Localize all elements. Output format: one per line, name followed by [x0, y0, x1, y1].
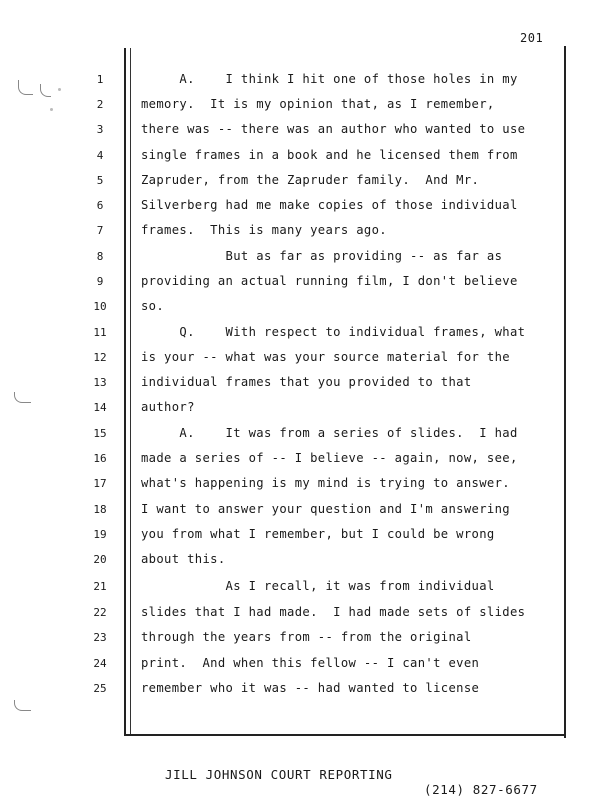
transcript-line: [0, 171, 600, 191]
page-footer: [0, 752, 612, 812]
line-number: 4: [96, 149, 104, 162]
line-text: But as far as providing -- as far as: [141, 249, 503, 263]
line-number: 21: [93, 580, 107, 593]
transcript-line: [0, 95, 600, 115]
line-number: 17: [93, 477, 107, 490]
transcript-line: [0, 70, 600, 90]
transcript-line: [0, 500, 600, 520]
line-text: print. And when this fellow -- I can't even: [141, 656, 480, 670]
bottom-margin-rule: [124, 734, 566, 736]
line-text: As I recall, it was from individual: [141, 579, 495, 593]
line-text: about this.: [141, 552, 226, 566]
line-text: through the years from -- from the original: [141, 630, 472, 644]
line-text: individual frames that you provided to that: [141, 375, 472, 389]
line-number: 23: [93, 631, 107, 644]
transcript-line: [0, 272, 600, 292]
line-number: 7: [96, 224, 104, 237]
line-number: 18: [93, 503, 107, 516]
court-reporter-name: JILL JOHNSON COURT REPORTING: [165, 767, 393, 782]
line-text: slides that I had made. I had made sets of slides: [141, 605, 526, 619]
transcript-line: [0, 654, 600, 674]
transcript-line: [0, 323, 600, 343]
line-number: 19: [93, 528, 107, 541]
transcript-line: [0, 247, 600, 267]
transcript-line: [0, 449, 600, 469]
line-text: memory. It is my opinion that, as I remember,: [141, 97, 495, 111]
line-number: 14: [93, 401, 107, 414]
line-number: 8: [96, 250, 104, 263]
line-text: you from what I remember, but I could be wrong: [141, 527, 495, 541]
line-number: 9: [96, 275, 104, 288]
line-number: 12: [93, 351, 107, 364]
punch-hole-mark: [14, 700, 31, 711]
line-number: 11: [93, 326, 107, 339]
page-number: 201: [520, 31, 544, 45]
line-number: 6: [96, 199, 104, 212]
transcript-line: [0, 348, 600, 368]
transcript-line: [0, 679, 600, 699]
line-text: I want to answer your question and I'm answering: [141, 502, 510, 516]
line-text: single frames in a book and he licensed them from: [141, 148, 518, 162]
transcript-line: [0, 525, 600, 545]
line-number: 24: [93, 657, 107, 670]
line-number: 1: [96, 73, 104, 86]
line-text: so.: [141, 299, 165, 313]
transcript-line: [0, 550, 600, 570]
line-number: 13: [93, 376, 107, 389]
court-reporter-phone: (214) 827-6677: [424, 782, 538, 797]
line-text: made a series of -- I believe -- again, now, see,: [141, 451, 518, 465]
line-text: remember who it was -- had wanted to license: [141, 681, 480, 695]
transcript-line: [0, 297, 600, 317]
line-number: 3: [96, 123, 104, 136]
line-text: A. It was from a series of slides. I had: [141, 426, 518, 440]
line-number: 22: [93, 606, 107, 619]
transcript-line: [0, 424, 600, 444]
line-number: 20: [93, 553, 107, 566]
transcript-line: [0, 373, 600, 393]
line-text: Zapruder, from the Zapruder family. And Mr.: [141, 173, 480, 187]
transcript-line: [0, 577, 600, 597]
line-text: there was -- there was an author who wanted to use: [141, 122, 526, 136]
line-number: 15: [93, 427, 107, 440]
transcript-line: [0, 196, 600, 216]
line-text: author?: [141, 400, 195, 414]
line-number: 16: [93, 452, 107, 465]
line-text: is your -- what was your source material for the: [141, 350, 510, 364]
transcript-line: [0, 628, 600, 648]
transcript-line: [0, 398, 600, 418]
line-text: Q. With respect to individual frames, what: [141, 325, 526, 339]
transcript-line: [0, 474, 600, 494]
line-number: 10: [93, 300, 107, 313]
line-text: A. I think I hit one of those holes in my: [141, 72, 518, 86]
line-number: 25: [93, 682, 107, 695]
line-text: what's happening is my mind is trying to answer.: [141, 476, 510, 490]
line-text: Silverberg had me make copies of those individual: [141, 198, 518, 212]
line-text: providing an actual running film, I don't believe: [141, 274, 518, 288]
transcript-line: [0, 221, 600, 241]
line-number: 2: [96, 98, 104, 111]
transcript-line: [0, 120, 600, 140]
line-text: frames. This is many years ago.: [141, 223, 387, 237]
line-number: 5: [96, 174, 104, 187]
transcript-line: [0, 146, 600, 166]
transcript-line: [0, 603, 600, 623]
